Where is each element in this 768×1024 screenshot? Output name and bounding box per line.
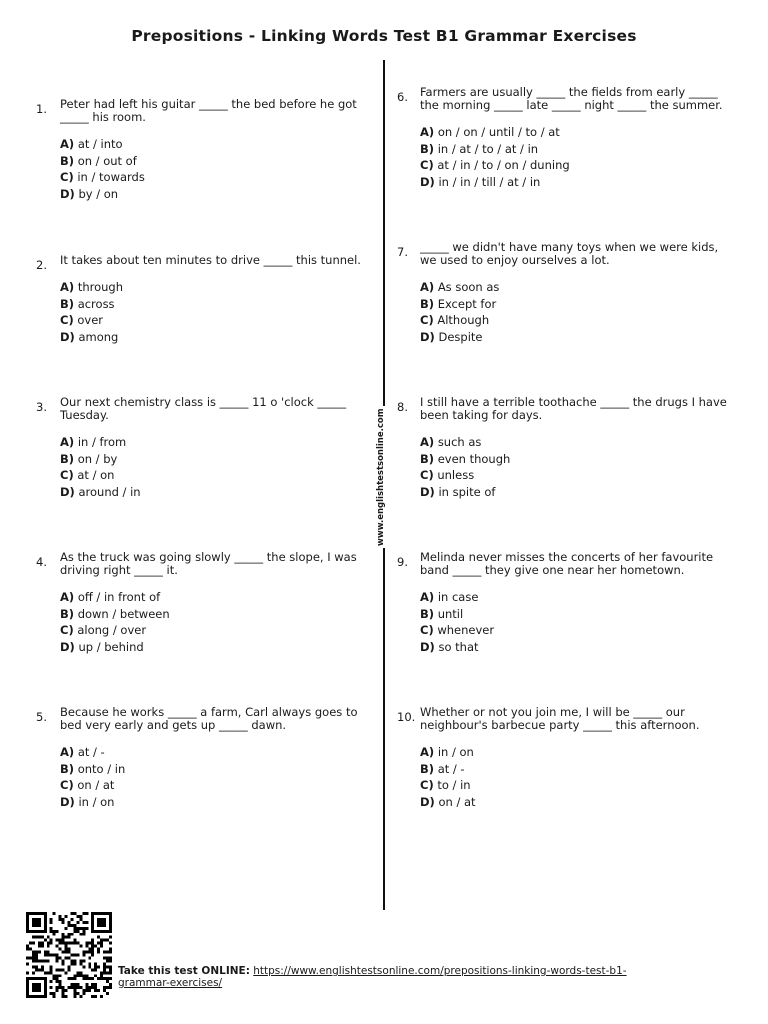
question-text: As the truck was going slowly _____ the slope, I was driving right _____ it. (60, 550, 357, 577)
answer-option[interactable] (60, 761, 378, 778)
option-text: off / in front of (77, 590, 161, 604)
option-text: onto / in (77, 761, 126, 776)
option-text: at / - (437, 761, 465, 776)
option-list (420, 124, 738, 190)
option-letter: A) (60, 590, 75, 604)
question-text: Whether or not you join me, I will be _____ our neighbour's barbecue party _____ this afternoon. (420, 705, 700, 732)
vertical-site-url: www.englishtestsonline.com (376, 408, 386, 546)
option-letter: C) (60, 468, 74, 482)
answer-option[interactable] (60, 622, 378, 639)
question-number: 5. (36, 710, 47, 724)
option-letter: C) (420, 778, 434, 792)
option-text: in / on (437, 745, 474, 759)
option-text: at / - (77, 745, 105, 759)
option-text: such as (437, 435, 482, 449)
option-text: on / by (77, 451, 118, 466)
option-text: over (77, 313, 104, 327)
question-block (60, 98, 378, 202)
option-letter: C) (420, 623, 434, 637)
qr-code-icon (24, 912, 114, 998)
option-text: in spite of (438, 484, 496, 499)
option-letter: B) (60, 153, 75, 168)
option-letter: B) (420, 761, 435, 776)
option-text: Except for (437, 296, 497, 311)
question-text: Melinda never misses the concerts of her favourite band _____ they give one near her hometown. (420, 550, 714, 577)
option-text: Although (437, 313, 490, 327)
option-text: so that (438, 639, 479, 654)
option-text: by / on (78, 186, 119, 201)
option-list (420, 589, 738, 655)
option-letter: A) (420, 280, 435, 294)
answer-option[interactable] (420, 606, 738, 623)
option-letter: A) (60, 745, 75, 759)
option-letter: D) (420, 639, 435, 654)
answer-option[interactable] (420, 451, 738, 468)
option-text: along / over (77, 623, 147, 637)
answer-option[interactable] (420, 434, 738, 451)
option-letter: C) (420, 468, 434, 482)
answer-option[interactable] (60, 451, 378, 468)
answer-option[interactable] (420, 124, 738, 141)
question-number: 6. (397, 90, 408, 104)
question-number: 9. (397, 555, 408, 569)
footer (118, 965, 658, 989)
question-text: Farmers are usually _____ the fields from early _____ the morning _____ late _____ night _____ the summer. (420, 85, 723, 112)
answer-option[interactable] (420, 794, 738, 811)
answer-option[interactable] (60, 279, 378, 296)
answer-option[interactable] (420, 639, 738, 656)
question-text: I still have a terrible toothache _____ the drugs I have been taking for days. (420, 395, 727, 422)
question-number: 1. (36, 102, 47, 116)
answer-option[interactable] (60, 794, 378, 811)
answer-option[interactable] (420, 141, 738, 158)
option-letter: B) (420, 606, 435, 621)
option-letter: A) (420, 435, 435, 449)
option-letter: C) (60, 170, 74, 184)
question-text: It takes about ten minutes to drive _____ this tunnel. (60, 253, 361, 267)
question-block (60, 254, 378, 345)
answer-option[interactable] (60, 639, 378, 656)
option-list (420, 434, 738, 500)
answer-option[interactable] (60, 296, 378, 313)
option-letter: C) (60, 623, 74, 637)
option-text: on / at (438, 794, 476, 809)
option-text: As soon as (437, 280, 500, 294)
option-letter: A) (420, 590, 435, 604)
option-text: among (78, 329, 119, 344)
question-number: 4. (36, 555, 47, 569)
option-letter: B) (60, 761, 75, 776)
question-block (420, 706, 738, 810)
question-text: Because he works _____ a farm, Carl always goes to bed very early and gets up _____ dawn. (60, 705, 358, 732)
option-letter: A) (420, 745, 435, 759)
option-text: at / on (77, 468, 115, 482)
question-number: 7. (397, 245, 408, 259)
answer-option[interactable] (60, 484, 378, 501)
option-letter: D) (420, 794, 435, 809)
answer-option[interactable] (420, 157, 738, 174)
option-text: on / on / until / to / at (437, 125, 560, 139)
option-letter: B) (420, 451, 435, 466)
answer-option[interactable] (60, 312, 378, 329)
option-text: in case (437, 590, 479, 604)
option-text: across (77, 296, 115, 311)
option-text: in / at / to / at / in (437, 141, 539, 156)
option-letter: C) (420, 158, 434, 172)
option-letter: D) (420, 174, 435, 189)
question-number: 10. (397, 710, 416, 724)
option-letter: D) (60, 639, 75, 654)
answer-option[interactable] (420, 296, 738, 313)
option-letter: B) (60, 606, 75, 621)
option-text: on / out of (77, 153, 137, 168)
answer-option[interactable] (420, 744, 738, 761)
footer-label: Take this test ONLINE: (118, 965, 250, 977)
option-list (60, 136, 378, 202)
option-letter: D) (60, 484, 75, 499)
option-letter: D) (60, 329, 75, 344)
answer-option[interactable] (60, 606, 378, 623)
option-text: whenever (437, 623, 495, 637)
question-block (420, 241, 738, 345)
option-letter: B) (60, 296, 75, 311)
option-letter: C) (60, 313, 74, 327)
option-text: Despite (438, 329, 483, 344)
question-number: 2. (36, 258, 47, 272)
answer-option[interactable] (420, 174, 738, 191)
answer-option[interactable] (60, 136, 378, 153)
option-letter: D) (420, 484, 435, 499)
option-letter: A) (420, 125, 435, 139)
option-letter: B) (60, 451, 75, 466)
answer-option[interactable] (60, 777, 378, 794)
answer-option[interactable] (60, 434, 378, 451)
option-text: in / on (78, 794, 115, 809)
option-list (420, 744, 738, 810)
option-text: even though (437, 451, 511, 466)
question-block (420, 86, 738, 190)
answer-option[interactable] (60, 589, 378, 606)
option-list (420, 279, 738, 345)
answer-option[interactable] (420, 329, 738, 346)
option-letter: A) (60, 435, 75, 449)
option-letter: D) (60, 794, 75, 809)
answer-option[interactable] (420, 761, 738, 778)
answer-option[interactable] (60, 186, 378, 203)
question-text: Our next chemistry class is _____ 11 o 'clock _____ Tuesday. (60, 395, 347, 422)
option-letter: A) (60, 280, 75, 294)
question-number: 3. (36, 400, 47, 414)
option-text: down / between (77, 606, 170, 621)
question-block (420, 551, 738, 655)
option-text: in / towards (77, 170, 145, 184)
question-text: _____ we didn't have many toys when we were kids, we used to enjoy ourselves a lot. (420, 240, 719, 267)
option-letter: D) (420, 329, 435, 344)
answer-option[interactable] (420, 467, 738, 484)
option-text: on / at (77, 778, 115, 792)
option-text: to / in (437, 778, 471, 792)
option-text: in / in / till / at / in (438, 174, 541, 189)
answer-option[interactable] (420, 484, 738, 501)
footer-link[interactable]: https://www.englishtestsonline.com/prepositions-linking-words-test-b1-grammar-exercises/ (118, 965, 627, 989)
answer-option[interactable] (420, 622, 738, 639)
option-text: until (437, 606, 464, 621)
option-text: through (77, 280, 123, 294)
option-letter: D) (60, 186, 75, 201)
question-number: 8. (397, 400, 408, 414)
option-letter: C) (420, 313, 434, 327)
answer-option[interactable] (420, 777, 738, 794)
question-block (60, 706, 378, 810)
option-text: at / into (77, 137, 123, 151)
option-text: unless (437, 468, 475, 482)
question-block (420, 396, 738, 500)
answer-option[interactable] (60, 153, 378, 170)
option-text: in / from (77, 435, 127, 449)
option-letter: B) (420, 141, 435, 156)
option-list (60, 589, 378, 655)
option-list (60, 434, 378, 500)
option-list (60, 744, 378, 810)
answer-option[interactable] (420, 589, 738, 606)
answer-option[interactable] (420, 312, 738, 329)
option-text: around / in (78, 484, 141, 499)
option-letter: A) (60, 137, 75, 151)
answer-option[interactable] (60, 169, 378, 186)
option-text: up / behind (78, 639, 144, 654)
question-block (60, 551, 378, 655)
answer-option[interactable] (60, 329, 378, 346)
answer-option[interactable] (60, 467, 378, 484)
answer-option[interactable] (420, 279, 738, 296)
option-letter: C) (60, 778, 74, 792)
question-text: Peter had left his guitar _____ the bed before he got _____ his room. (60, 97, 357, 124)
option-text: at / in / to / on / duning (437, 158, 570, 172)
answer-option[interactable] (60, 744, 378, 761)
page-title: Prepositions - Linking Words Test B1 Grammar Exercises (131, 27, 637, 45)
option-list (60, 279, 378, 345)
option-letter: B) (420, 296, 435, 311)
question-block (60, 396, 378, 500)
